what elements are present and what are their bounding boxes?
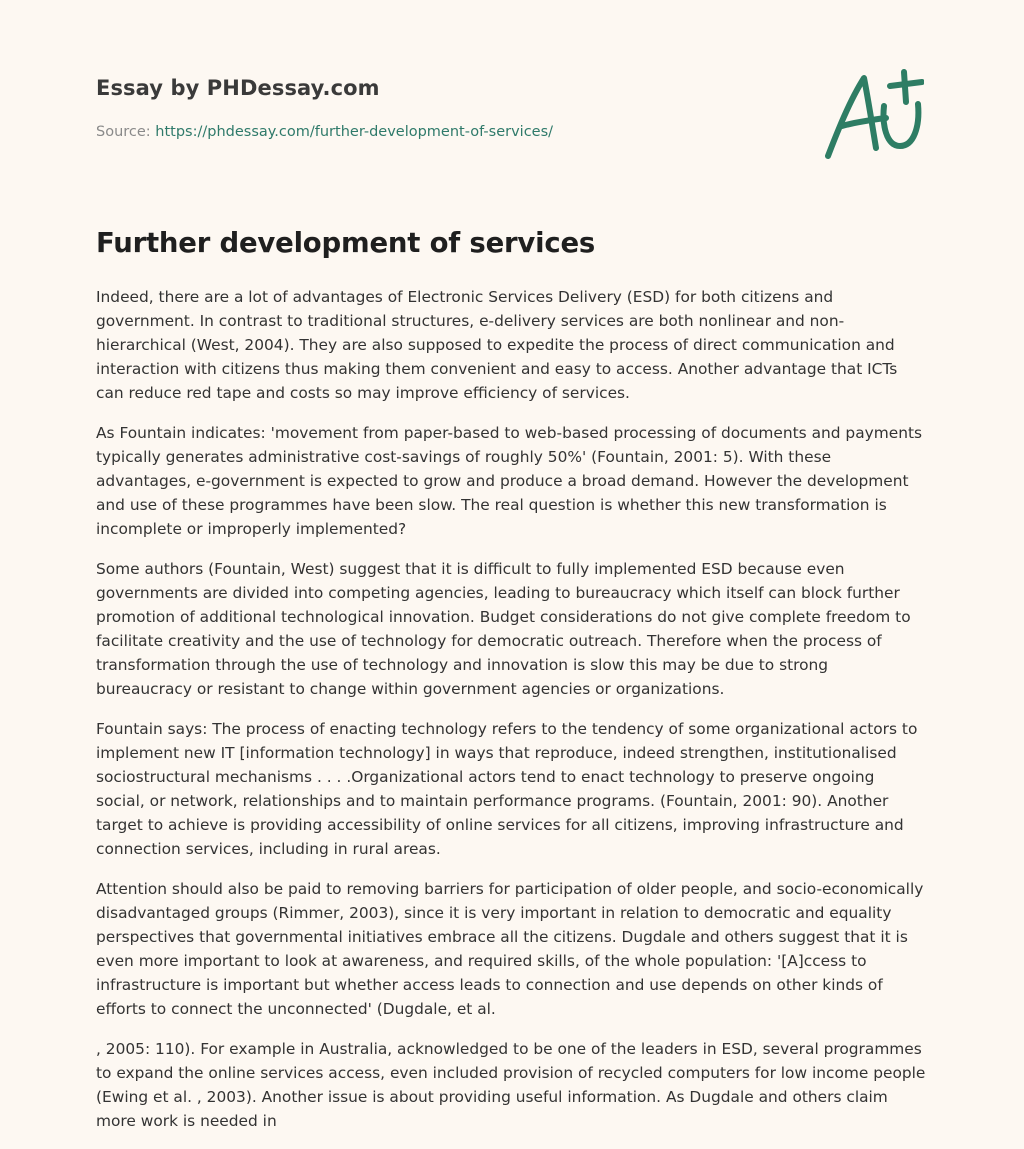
page-header (96, 0, 928, 259)
article-paragraph: Attention should also be paid to removing barriers for participation of older people, and socio-economically disadvantaged groups (Rimmer, 2003), since it is very important in relation to democratic and equality perspectives that governmental initiatives embrace all the citizens. Dugdale and others suggest that it is even more important to look at awareness, and required skills, of the whole population: '[A]ccess to infrastructure is important but whether access leads to connection and use depends on other kinds of efforts to connect the unconnected' (Dugdale, et al. (96, 880, 924, 1018)
site-title: Essay by PHDessay.com (96, 76, 380, 100)
a-plus-grade-icon (824, 68, 924, 164)
article-paragraph: Some authors (Fountain, West) suggest that it is difficult to fully implemented ESD because even governments are divided into competing agencies, leading to bureaucracy which itself can block further promotion of additional technological innovation. Budget considerations do not give complete freedom to facilitate creativity and the use of technology for democratic outreach. Therefore when the process of transformation through the use of technology and innovation is slow this may be due to strong bureaucracy or resistant to change within government agencies or organizations. (96, 560, 911, 698)
article-body (96, 285, 928, 1149)
essay-page (96, 0, 928, 1130)
article-paragraph: Indeed, there are a lot of advantages of Electronic Services Delivery (ESD) for both citizens and government. In contrast to traditional structures, e-delivery services are both nonlinear and non-hierarchical (West, 2004). They are also supposed to expedite the process of direct communication and interaction with citizens thus making them convenient and easy to access. Another advantage that ICTs can reduce red tape and costs so may improve efficiency of services. (96, 288, 898, 402)
article-paragraph: , 2005: 110). For example in Australia, acknowledged to be one of the leaders in ESD, several programmes to expand the online services access, even included provision of recycled computers for low income people (Ewing et al. , 2003). Another issue is about providing useful information. As Dugdale and others claim more work is needed in (96, 1040, 926, 1130)
article-paragraph: Fountain says: The process of enacting technology refers to the tendency of some organizational actors to implement new IT [information technology] in ways that reproduce, indeed strengthen, institutionalised sociostructural mechanisms . . . .Organizational actors tend to enact technology to preserve ongoing social, or network, relationships and to maintain performance programs. (Fountain, 2001: 90). Another target to achieve is providing accessibility of online services for all citizens, improving infrastructure and connection services, including in rural areas. (96, 720, 918, 858)
article-paragraph: As Fountain indicates: 'movement from paper-based to web-based processing of documents and payments typically generates administrative cost-savings of roughly 50%' (Fountain, 2001: 5). With these advantages, e-government is expected to grow and produce a broad demand. However the development and use of these programmes have been slow. The real question is whether this new transformation is incomplete or improperly implemented? (96, 424, 922, 538)
source-line (96, 124, 553, 140)
article-title: Further development of services (96, 227, 596, 259)
source-link[interactable]: https://phdessay.com/further-development-of-services/ (155, 124, 554, 140)
source-label: Source: (96, 124, 151, 140)
